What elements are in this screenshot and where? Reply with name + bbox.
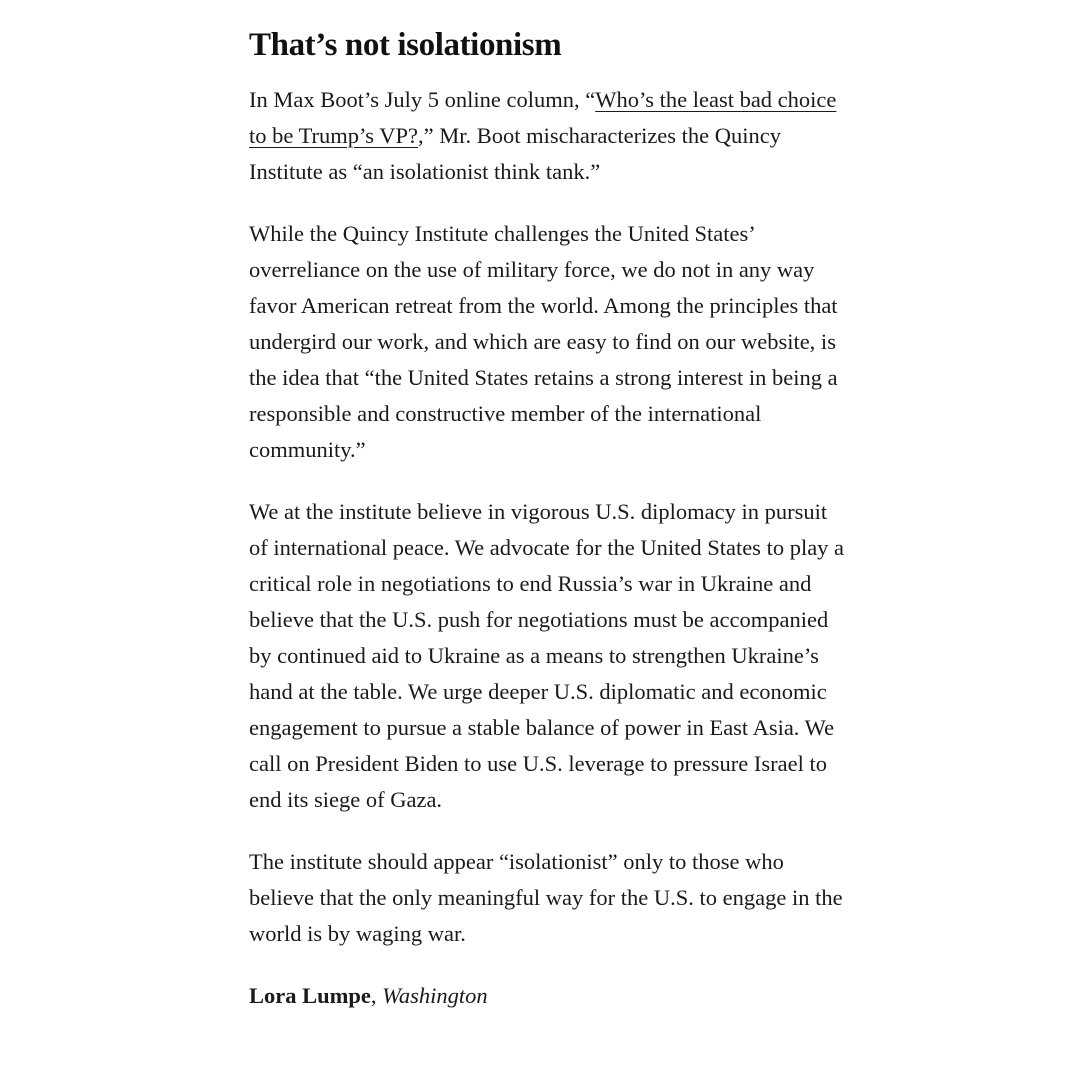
body-paragraph-1: While the Quincy Institute challenges the United States’ overreliance on the use of military force, we do not in any way favor American retreat from the world. Among the principles that undergird our work, and which are easy to find on our website, is the idea that “the United States retains a strong interest in being a responsible and constructive member of the international community.”	[249, 221, 838, 462]
letter-to-editor	[249, 24, 849, 1014]
headline: That’s not isolationism	[249, 27, 562, 63]
signature	[249, 978, 849, 1014]
author-location: Washington	[382, 983, 488, 1008]
author-name: Lora Lumpe	[249, 983, 371, 1008]
signature-separator: ,	[370, 983, 383, 1008]
body-paragraph-3: The institute should appear “isolationist” only to those who believe that the only meaningful way for the U.S. to engage in the world is by waging war.	[249, 849, 843, 946]
column-link[interactable]: Who’s the least bad choice to be Trump’s VP?	[249, 87, 837, 148]
intro-before-link: In Max Boot’s July 5 online column, “	[249, 87, 596, 112]
body-paragraph-2: We at the institute believe in vigorous U.S. diplomacy in pursuit of international peace. We advocate for the United States to play a critical role in negotiations to end Russia’s war in Ukraine and believe that the U.S. push for negotiations must be accompanied by continued aid to Ukraine as a means to strengthen Ukraine’s hand at the table. We urge deeper U.S. diplomatic and economic engagement to pursue a stable balance of power in East Asia. We call on President Biden to use U.S. leverage to pressure Israel to end its siege of Gaza.	[249, 499, 845, 812]
intro-paragraph	[249, 82, 849, 190]
intro-after-link: ,” Mr. Boot mischaracterizes the Quincy Institute as “an isolationist think tank.”	[249, 123, 782, 184]
